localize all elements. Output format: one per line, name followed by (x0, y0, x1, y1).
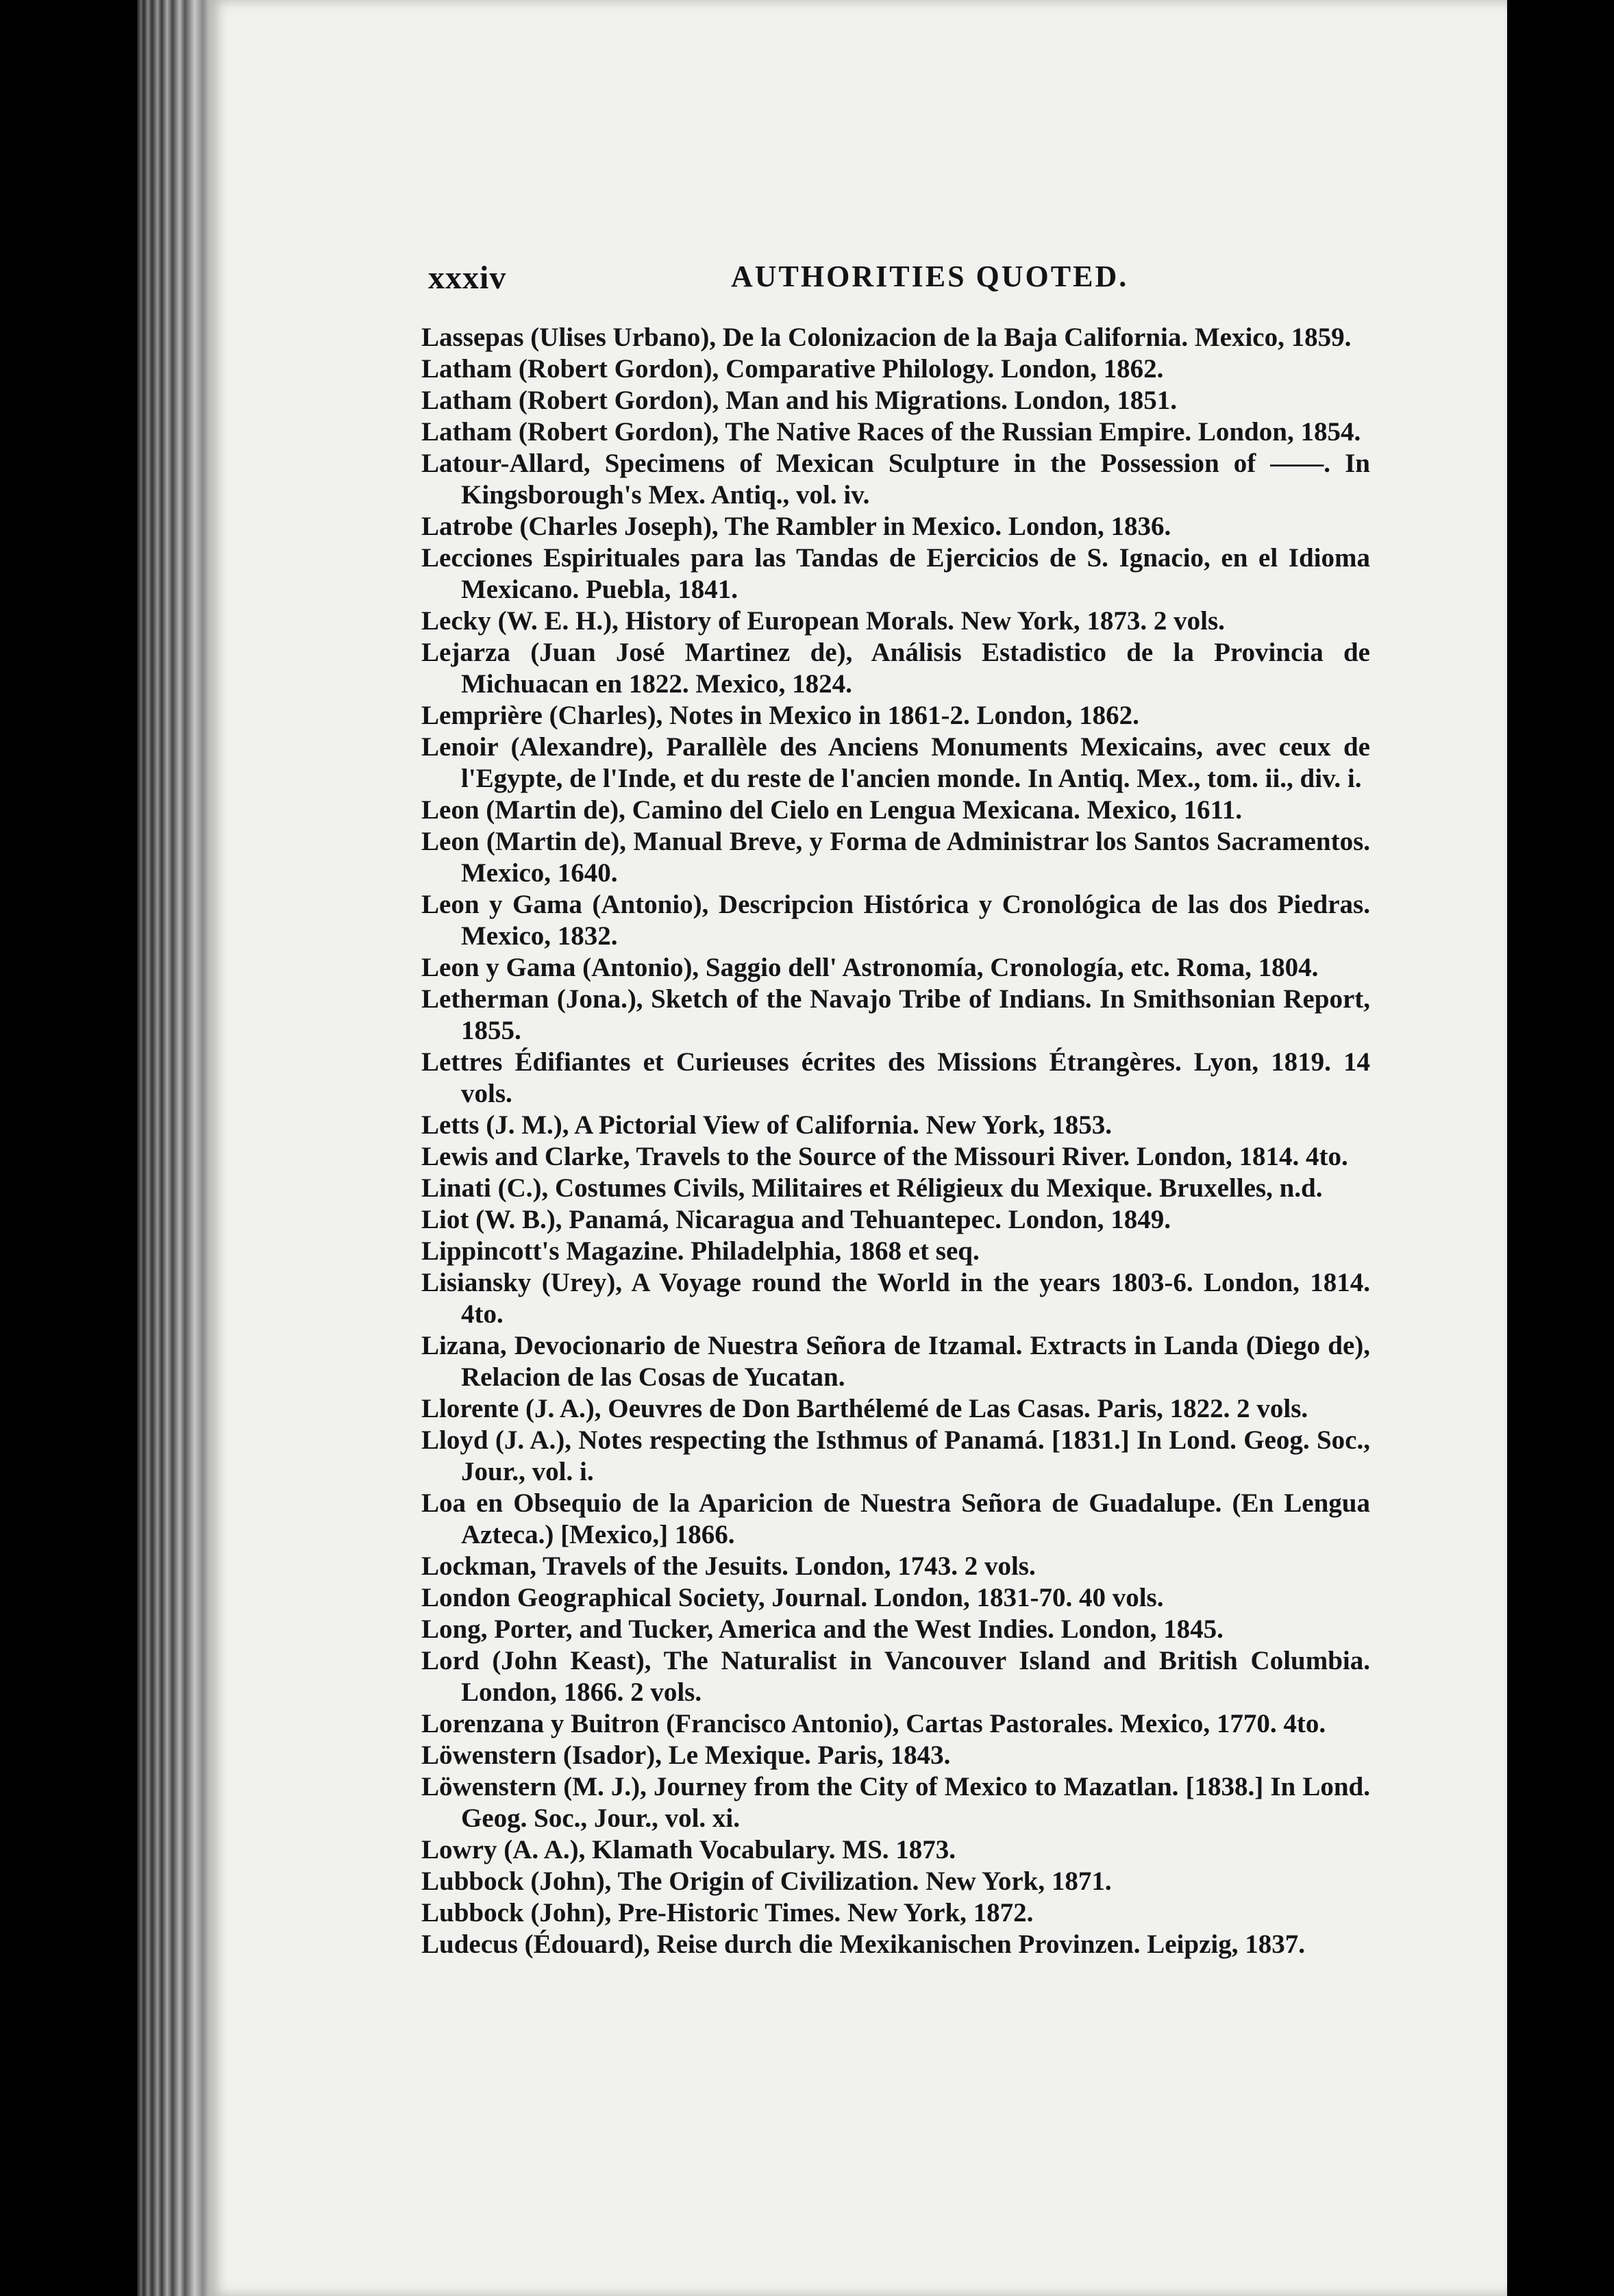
bibliography-entry: Löwenstern (M. J.), Journey from the City of Mexico to Mazatlan. [1838.] In Lond. Geog. Soc., Jour., vol. xi. (421, 1772, 1370, 1833)
bibliography-entry: Lecciones Espirituales para las Tandas de Ejercicios de S. Ignacio, en el Idioma Mexicano. Puebla, 1841. (421, 543, 1370, 604)
bibliography-entry: Leon (Martin de), Camino del Cielo en Lengua Mexicana. Mexico, 1611. (421, 795, 1243, 825)
bibliography-entry: Leon (Martin de), Manual Breve, y Forma de Administrar los Santos Sacramentos. Mexico, 1640. (421, 827, 1370, 888)
bibliography-entry: Lemprière (Charles), Notes in Mexico in 1861-2. London, 1862. (421, 701, 1139, 730)
bibliography-entry: Lisiansky (Urey), A Voyage round the World in the years 1803-6. London, 1814. 4to. (421, 1268, 1370, 1329)
running-head: AUTHORITIES QUOTED. (731, 260, 1129, 293)
bibliography-entry: Lejarza (Juan José Martinez de), Análisis Estadistico de la Provincia de Michuacan en 1822. Mexico, 1824. (421, 638, 1370, 699)
bibliography-entry: Lowry (A. A.), Klamath Vocabulary. MS. 1873. (421, 1835, 956, 1864)
page-number: xxxiv (428, 260, 507, 296)
bibliography-entry: Lubbock (John), The Origin of Civilization. New York, 1871. (421, 1867, 1112, 1896)
bibliography-entry: Lizana, Devocionario de Nuestra Señora de Itzamal. Extracts in Landa (Diego de), Relacion de las Cosas de Yucatan. (421, 1331, 1370, 1392)
bibliography-entry: Löwenstern (Isador), Le Mexique. Paris, 1843. (421, 1740, 951, 1770)
bibliography-entry: Lorenzana y Buitron (Francisco Antonio), Cartas Pastorales. Mexico, 1770. 4to. (421, 1709, 1326, 1738)
bibliography-entry: Lord (John Keast), The Naturalist in Vancouver Island and British Columbia. London, 1866. 2 vols. (421, 1646, 1370, 1707)
bibliography-entry: London Geographical Society, Journal. London, 1831-70. 40 vols. (421, 1583, 1164, 1612)
bibliography-entry: Latham (Robert Gordon), Comparative Philology. London, 1862. (421, 354, 1164, 384)
bibliography-entry: Leon y Gama (Antonio), Descripcion Histórica y Cronológica de las dos Piedras. Mexico, 1832. (421, 890, 1370, 951)
bibliography-entry: Lubbock (John), Pre-Historic Times. New York, 1872. (421, 1898, 1034, 1927)
bibliography-entry: Lewis and Clarke, Travels to the Source of the Missouri River. London, 1814. 4to. (421, 1142, 1348, 1171)
bibliography-entry: Latour-Allard, Specimens of Mexican Sculpture in the Possession of ——. In Kingsborough's Mex. Antiq., vol. iv. (421, 449, 1370, 510)
bibliography-entry: Lippincott's Magazine. Philadelphia, 1868 et seq. (421, 1236, 980, 1266)
bibliography-entry: Latrobe (Charles Joseph), The Rambler in Mexico. London, 1836. (421, 512, 1171, 541)
bibliography-entry: Liot (W. B.), Panamá, Nicaragua and Tehuantepec. London, 1849. (421, 1205, 1171, 1234)
bibliography-entry: Linati (C.), Costumes Civils, Militaires et Réligieux du Mexique. Bruxelles, n.d. (421, 1173, 1323, 1203)
bibliography-entry: Lloyd (J. A.), Notes respecting the Isthmus of Panamá. [1831.] In Lond. Geog. Soc., Jour., vol. i. (421, 1425, 1370, 1486)
bibliography-entry: Long, Porter, and Tucker, America and the West Indies. London, 1845. (421, 1614, 1224, 1644)
bibliography-entry: Lenoir (Alexandre), Parallèle des Anciens Monuments Mexicains, avec ceux de l'Egypte, de l'Inde, et du reste de l'ancien monde. In Antiq. Mex., tom. ii., div. i. (421, 732, 1370, 793)
bibliography-entry: Lettres Édifiantes et Curieuses écrites des Missions Étrangères. Lyon, 1819. 14 vols. (421, 1047, 1370, 1108)
bibliography-list (421, 322, 1370, 1960)
bibliography-entry: Loa en Obsequio de la Aparicion de Nuestra Señora de Guadalupe. (En Lengua Azteca.) [Mexico,] 1866. (421, 1488, 1370, 1549)
bibliography-entry: Latham (Robert Gordon), The Native Races of the Russian Empire. London, 1854. (421, 417, 1361, 447)
bibliography-entry: Llorente (J. A.), Oeuvres de Don Barthélemé de Las Casas. Paris, 1822. 2 vols. (421, 1394, 1308, 1423)
bibliography-entry: Letherman (Jona.), Sketch of the Navajo Tribe of Indians. In Smithsonian Report, 1855. (421, 984, 1370, 1045)
bibliography-entry: Lockman, Travels of the Jesuits. London, 1743. 2 vols. (421, 1551, 1036, 1581)
bibliography-entry: Lecky (W. E. H.), History of European Morals. New York, 1873. 2 vols. (421, 606, 1225, 636)
page-header (428, 259, 1374, 307)
bibliography-entry: Lassepas (Ulises Urbano), De la Colonizacion de la Baja California. Mexico, 1859. (421, 323, 1352, 352)
bibliography-entry: Latham (Robert Gordon), Man and his Migrations. London, 1851. (421, 386, 1177, 415)
bibliography-entry: Leon y Gama (Antonio), Saggio dell' Astronomía, Cronología, etc. Roma, 1804. (421, 953, 1319, 982)
book-binding-edge (137, 0, 212, 2296)
bibliography-entry: Ludecus (Édouard), Reise durch die Mexikanischen Provinzen. Leipzig, 1837. (421, 1930, 1305, 1959)
bibliography-entry: Letts (J. M.), A Pictorial View of California. New York, 1853. (421, 1110, 1113, 1140)
